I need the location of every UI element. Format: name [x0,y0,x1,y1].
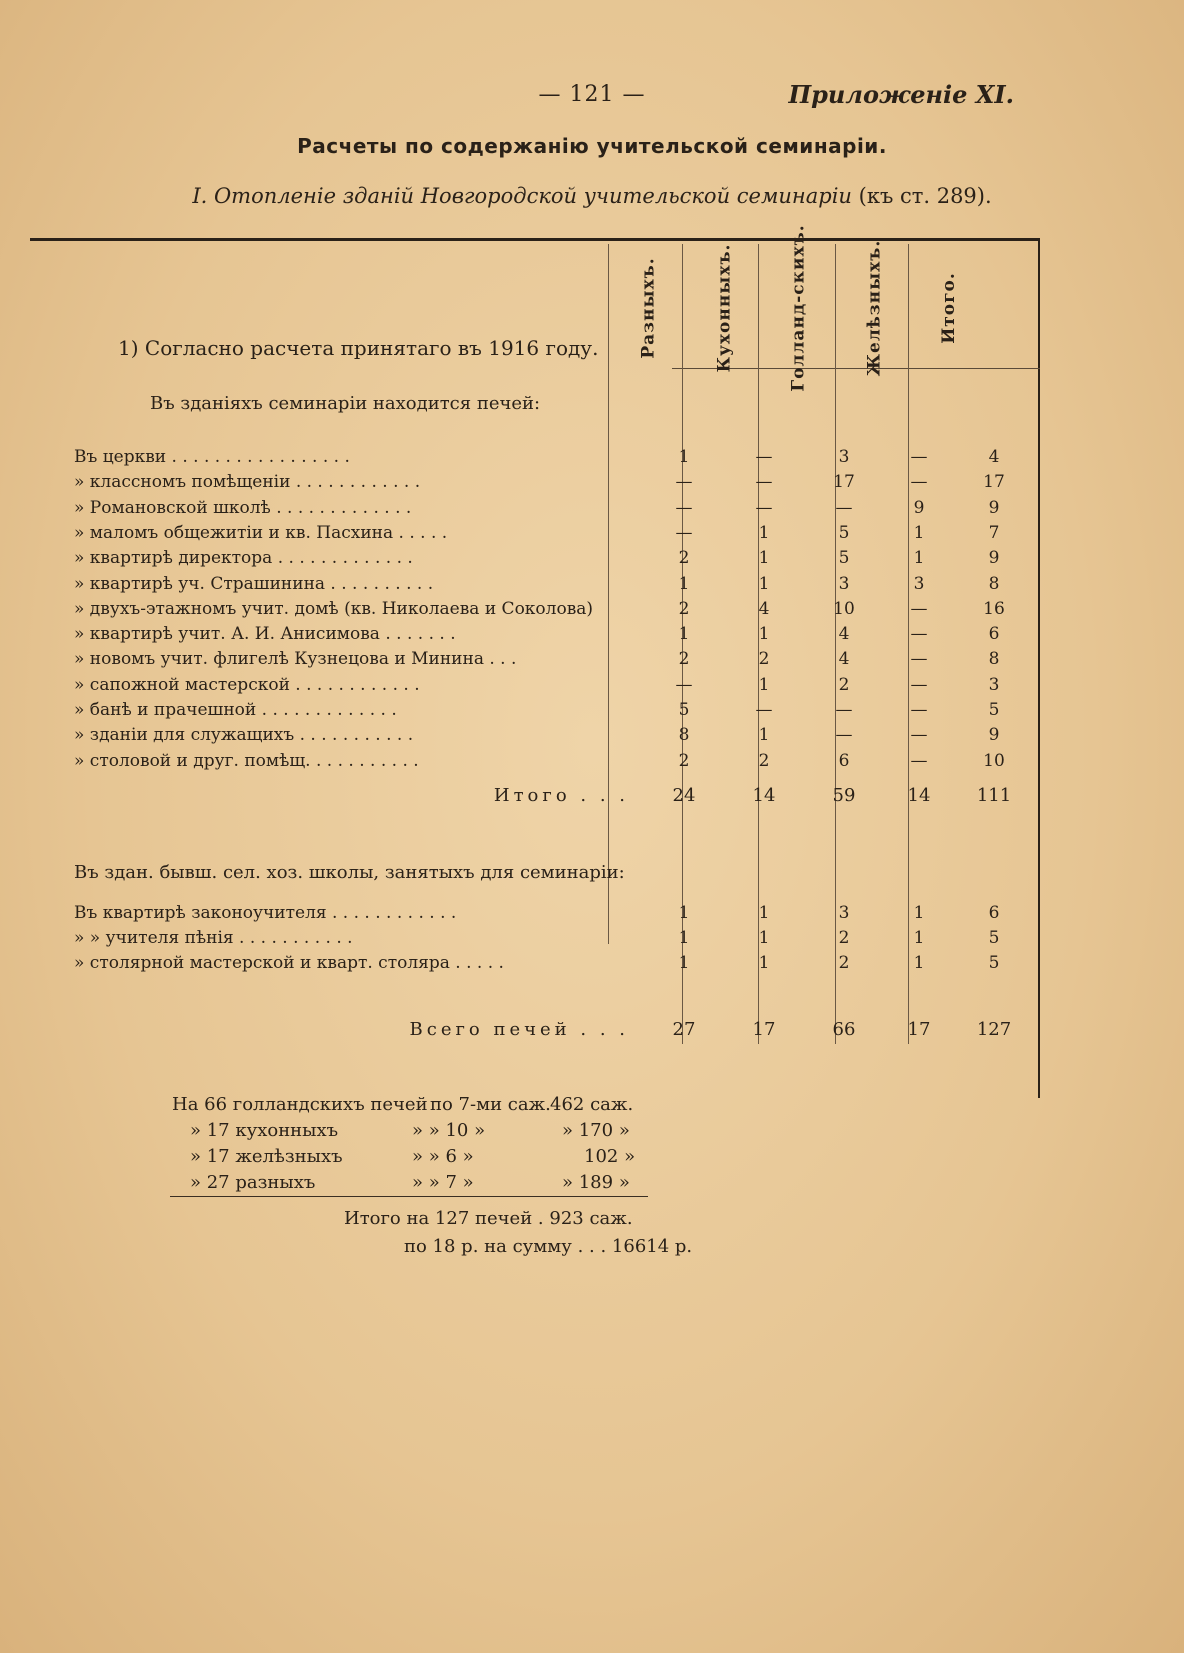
row-value: 9 [988,725,1000,746]
subtotal-label: Итого . . . [493,785,629,806]
row-value: 1 [758,953,770,973]
row-value: 3 [913,573,925,594]
table-row [74,751,1040,775]
grand-total-value: 17 [907,1019,931,1040]
row-value: 5 [678,700,690,720]
subtotal-value: 14 [752,785,776,806]
subtotal-value: 59 [832,785,856,806]
grand-total-value: 27 [672,1019,696,1040]
page-number: — 121 — [538,82,646,107]
row-value: 1 [678,953,690,973]
grand-total-value: 127 [976,1019,1012,1040]
row-value: 2 [678,548,690,569]
subtotal-value: 111 [976,785,1012,806]
row-label: » квартирѣ директора . . . . . . . . . . . . . [74,548,413,569]
calc-rate: » » 7 » [412,1172,474,1193]
subtotal-value: 14 [907,785,931,806]
row-label: » столярной мастерской и кварт. столяра . . . . . [74,953,504,973]
row-value: — [835,725,853,746]
row-value: — [755,472,773,493]
column-header-total: Итого. [938,272,959,344]
column-header-various: Разныхъ. [639,257,660,359]
row-value: 5 [988,953,1000,973]
column-header-dutch: Голланд-скихъ. [789,224,810,392]
row-value: — [910,750,928,771]
row-value: 8 [678,725,690,746]
calc-amount: » 170 » [562,1120,630,1141]
table-row [74,472,1040,496]
table-row [74,624,1040,648]
row-value: 8 [988,649,1000,670]
row-value: — [910,674,928,695]
calc-desc: » 27 разныхъ [190,1172,316,1193]
row-value: 2 [838,928,850,948]
row-value: 6 [838,750,850,771]
row-value: 1 [678,447,690,467]
row-value: 10 [983,750,1005,771]
table-top-rule [30,238,1040,241]
row-value: 5 [838,522,850,543]
table-row [74,649,1040,673]
row-value: — [910,725,928,746]
row-value: 9 [913,497,925,518]
row-value: 1 [913,522,925,543]
row-value: — [675,472,693,493]
row-value: — [755,447,773,467]
table-intro: 1) Согласно расчета принятаго въ 1916 году. [118,336,599,360]
calc-rate: » » 10 » [412,1120,486,1141]
row-value: 2 [838,953,850,973]
table-row [74,498,1040,522]
row-value: 1 [913,928,925,948]
row-value: — [835,497,853,518]
grand-total-label: Всего печей . . . [409,1019,629,1040]
row-label: Въ церкви . . . . . . . . . . . . . . . . . [74,447,350,467]
row-value: 1 [913,548,925,569]
page-subtitle [0,184,1184,208]
row-value: 3 [988,674,1000,695]
row-value: 1 [678,624,690,645]
row-value: 2 [678,649,690,670]
calc-desc: На 66 голландскихъ печей [172,1094,428,1115]
row-label: » сапожной мастерской . . . . . . . . . . . . [74,674,420,695]
row-value: 8 [988,573,1000,594]
row-label: » новомъ учит. флигелѣ Кузнецова и Минина . . . [74,649,517,670]
section-heading: Въ здан. бывш. сел. хоз. школы, занятыхъ для семинаріи: [74,862,625,883]
row-value: 1 [758,548,770,569]
row-value: 6 [988,624,1000,645]
row-value: — [910,447,928,467]
row-value: — [910,649,928,670]
row-value: 1 [758,903,770,923]
row-value: 2 [838,674,850,695]
row-value: 4 [758,598,770,619]
row-value: 1 [758,573,770,594]
row-value: — [910,700,928,720]
row-value: — [910,472,928,493]
row-value: — [910,624,928,645]
row-value: 2 [678,598,690,619]
row-value: — [675,497,693,518]
row-value: — [675,674,693,695]
calc-desc: » 17 кухонныхъ [190,1120,339,1141]
row-value: 2 [678,750,690,771]
subtitle-ref: (къ ст. 289). [858,184,992,208]
row-value: 1 [758,624,770,645]
calc-desc: » 17 желѣзныхъ [190,1146,343,1167]
calc-rate: » » 6 » [412,1146,474,1167]
row-value: — [755,700,773,720]
row-label: » квартирѣ уч. Страшинина . . . . . . . . . . [74,573,434,594]
table-row [74,725,1040,749]
row-value: 5 [838,548,850,569]
row-value: 4 [988,447,1000,467]
calc-total-sum: по 18 р. на сумму . . . 16614 р. [404,1236,693,1257]
row-label: » » учителя пѣнія . . . . . . . . . . . [74,928,353,948]
table-row [74,599,1040,623]
row-value: 17 [983,472,1005,493]
calc-amount: 462 саж. [550,1094,634,1115]
row-value: 5 [988,700,1000,720]
row-value: 4 [838,649,850,670]
row-label: » двухъ-этажномъ учит. домѣ (кв. Николаева и Соколова) [74,598,594,619]
page-title: Расчеты по содержанію учительской семинаріи. [297,134,887,158]
row-label: » Романовской школѣ . . . . . . . . . . . . . [74,497,412,518]
subtotal-row [74,785,1040,809]
table-row [74,523,1040,547]
row-label: » банѣ и прачешной . . . . . . . . . . . . . [74,700,397,720]
row-value: — [835,700,853,720]
calc-rate: по 7-ми саж. [430,1094,551,1115]
table-row [74,447,1040,471]
row-value: 10 [833,598,855,619]
row-value: 16 [983,598,1005,619]
table-row [74,700,1040,724]
row-label: Въ квартирѣ законоучителя . . . . . . . . . . . . [74,903,457,923]
row-label: » классномъ помѣщеніи . . . . . . . . . . . . [74,472,421,493]
row-value: 1 [678,928,690,948]
grand-total-value: 17 [752,1019,776,1040]
table-row [74,548,1040,572]
row-label: » квартирѣ учит. А. И. Анисимова . . . . . . . [74,624,456,645]
calc-amount: » 189 » [562,1172,630,1193]
row-value: 1 [758,522,770,543]
section-heading: Въ зданіяхъ семинаріи находится печей: [150,393,541,414]
row-label: » зданіи для служащихъ . . . . . . . . . . . [74,725,414,746]
row-value: — [755,497,773,518]
table-row [74,953,1040,977]
row-value: 9 [988,548,1000,569]
row-value: 1 [758,725,770,746]
row-value: 5 [988,928,1000,948]
row-value: 1 [913,903,925,923]
row-value: 3 [838,573,850,594]
table-row [74,574,1040,598]
row-value: 1 [678,903,690,923]
row-value: 9 [988,497,1000,518]
row-value: 1 [758,674,770,695]
grand-total-value: 66 [832,1019,856,1040]
row-value: 4 [838,624,850,645]
row-label: » маломъ общежитіи и кв. Пасхина . . . . . [74,522,448,543]
row-value: 1 [758,928,770,948]
row-value: 1 [678,573,690,594]
row-value: 2 [758,750,770,771]
table-row [74,928,1040,952]
calc-rule [170,1196,648,1197]
subtotal-value: 24 [672,785,696,806]
row-value: 6 [988,903,1000,923]
table-row [74,903,1040,927]
row-value: 1 [913,953,925,973]
row-value: 17 [833,472,855,493]
grand-total-row [74,1019,1040,1043]
appendix-label: Приложеніе XI. [788,80,1014,109]
row-value: 3 [838,903,850,923]
row-value: 2 [758,649,770,670]
row-value: — [910,598,928,619]
column-header-iron: Желѣзныхъ. [864,239,884,377]
column-header-kitchen: Кухонныхъ. [714,243,734,373]
row-value: — [675,522,693,543]
row-value: 7 [988,522,1000,543]
table-row [74,675,1040,699]
row-value: 3 [838,447,850,467]
calc-amount: 102 » [584,1146,636,1167]
subtitle-main: I. Отопленіе зданій Новгородской учительской семинаріи [192,184,852,208]
calc-total-line: Итого на 127 печей . 923 саж. [344,1208,633,1229]
row-label: » столовой и друг. помѣщ. . . . . . . . . . . [74,750,419,771]
